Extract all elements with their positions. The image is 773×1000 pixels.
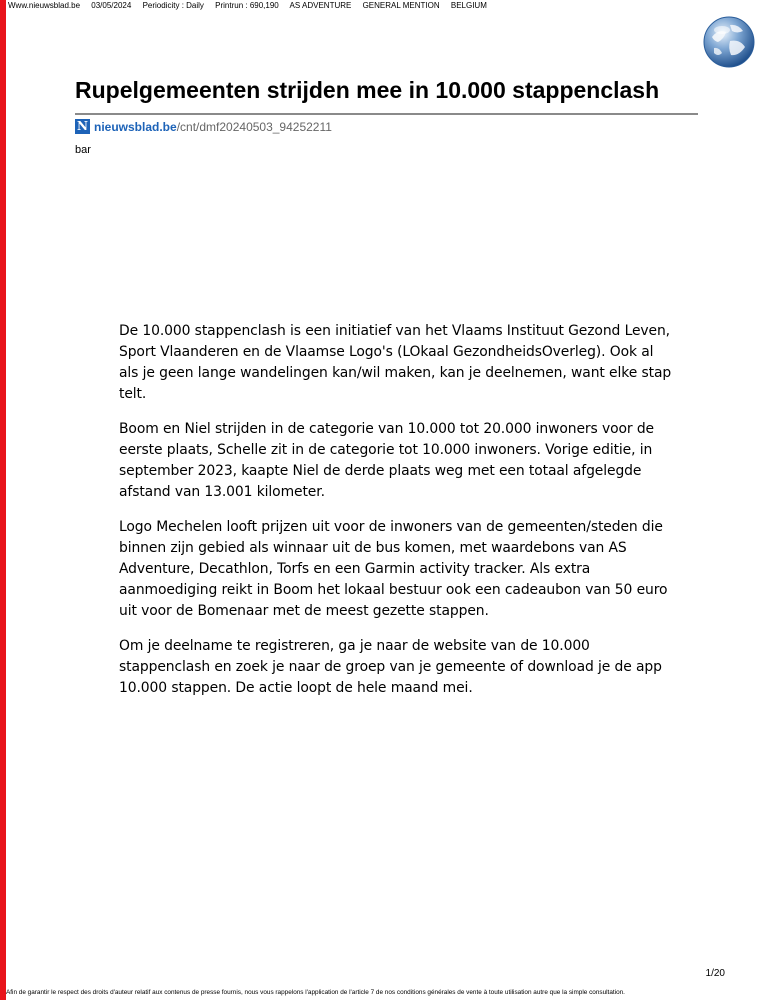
article-subtitle: bar — [75, 144, 91, 156]
header-mention: GENERAL MENTION — [362, 1, 440, 10]
header-site: Www.nieuwsblad.be — [8, 1, 81, 10]
article-title: Rupelgemeenten strijden mee in 10.000 stappenclash — [75, 77, 660, 103]
header-printrun: Printrun : 690,190 — [215, 1, 279, 10]
paragraph: Logo Mechelen looft prijzen uit voor de inwoners van de gemeenten/steden die binnen zijn gebied als winnaar uit de bus komen, met waardebons van AS Adventure, Decathlon, Torfs en een Garmin activity tracker. Als extra aanmoediging reikt in Boom het lokaal bestuur ook een cadeaubon van 50 euro uit voor de Bomenaar met de meest gezette stappen. — [119, 519, 668, 619]
page-number: 1/20 — [705, 968, 725, 979]
source-path: /cnt/dmf20240503_94252211 — [176, 119, 332, 134]
title-divider — [75, 113, 698, 115]
globe-icon — [702, 15, 756, 69]
header-brand: AS ADVENTURE — [289, 1, 352, 10]
clipping-header — [8, 1, 496, 10]
nieuwsblad-logo-icon: N — [75, 119, 90, 134]
paragraph: Om je deelname te registreren, ga je naar de website van de 10.000 stappenclash en zoek je naar de groep van je gemeente of download je de app 10.000 stappen. De actie loopt de hele maand mei. — [119, 638, 662, 696]
article-body — [119, 321, 674, 713]
header-date: 03/05/2024 — [91, 1, 132, 10]
source-link[interactable] — [75, 119, 332, 134]
paragraph: De 10.000 stappenclash is een initiatief van het Vlaams Instituut Gezond Leven, Sport Vlaanderen en de Vlaamse Logo's (LOkaal GezondheidsOverleg). Ook al als je geen lange wandelingen kan/wil maken, kan je deelnemen, want elke stap telt. — [119, 323, 672, 402]
header-country: BELGIUM — [450, 1, 487, 10]
paragraph: Boom en Niel strijden in de categorie van 10.000 tot 20.000 inwoners voor de eerste plaats, Schelle zit in de categorie tot 10.000 inwoners. Vorige editie, in september 2023, kaapte Niel de derde plaats weg met een totaal afgelegde afstand van 13.001 kilometer. — [119, 421, 654, 500]
header-periodicity: Periodicity : Daily — [142, 1, 204, 10]
source-domain: nieuwsblad.be — [94, 119, 177, 134]
copyright-disclaimer: Afin de garantir le respect des droits d'auteur relatif aux contenus de presse fournis, nous vous rappelons l'application de l'article 7 de nos conditions générales de vente à toute utilisation autre que la simple consultation. — [6, 989, 625, 996]
left-red-bar — [0, 0, 6, 1000]
